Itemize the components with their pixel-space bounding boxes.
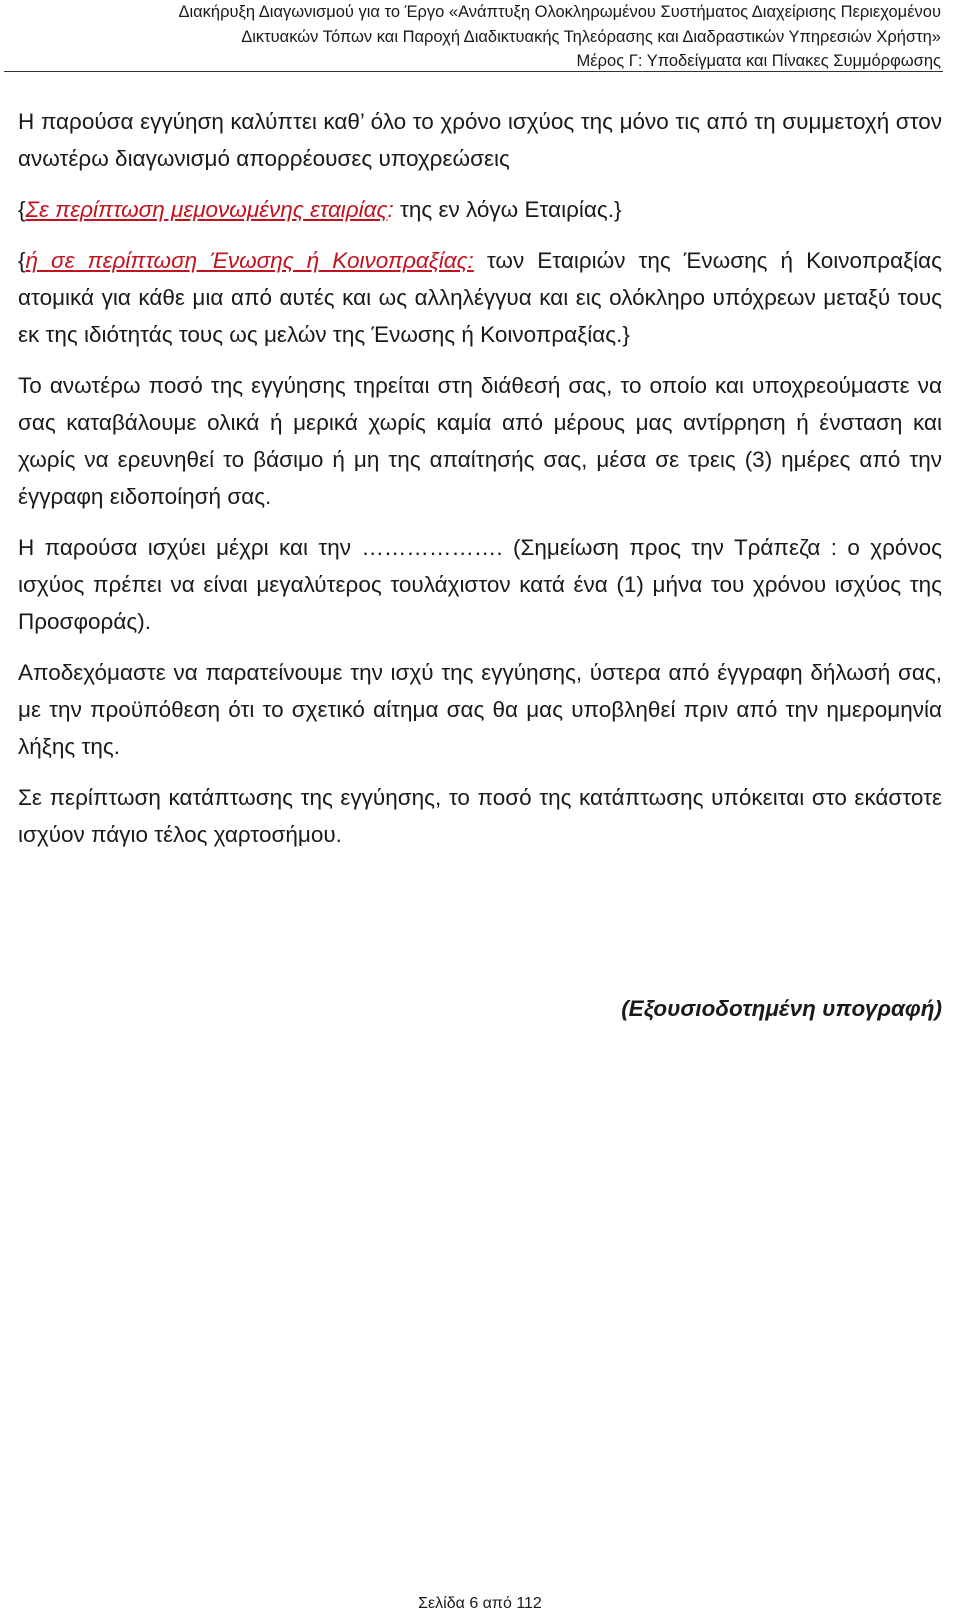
- page-number: Σελίδα 6 από 112: [418, 1595, 542, 1612]
- paragraph-coverage: Η παρούσα εγγύηση καλύπτει καθ’ όλο το χρόνο ισχύος της μόνο τις από τη συμμετοχή στον ανωτέρω διαγωνισμό απορρέουσες υποχρεώσεις: [18, 109, 942, 171]
- page-header: [4, 0, 943, 72]
- paragraph-forfeiture: Σε περίπτωση κατάπτωσης της εγγύησης, το ποσό της κατάπτωσης υπόκειται στο εκάστοτε ισχύον πάγιο τέλος χαρτοσήμου.: [18, 785, 942, 847]
- single-company-label: Σε περίπτωση μεμονωμένης εταιρίας: [25, 197, 388, 222]
- paragraph-single-company: [18, 191, 942, 228]
- header-line-2: Δικτυακών Τόπων και Παροχή Διαδικτυακής Τηλεόρασης και Διαδραστικών Υπηρεσιών Χρήστη»: [241, 27, 941, 46]
- authorized-signature: (Εξουσιοδοτημένη υπογραφή): [621, 996, 942, 1021]
- single-company-colon: :: [387, 197, 394, 222]
- consortium-label: ή σε περίπτωση Ένωσης ή Κοινοπραξίας:: [25, 248, 474, 273]
- header-line-1: Διακήρυξη Διαγωνισμού για το Έργο «Ανάπτυξη Ολοκληρωμένου Συστήματος Διαχείρισης Περιεχομένου: [178, 3, 941, 21]
- paragraph-consortium: [18, 242, 942, 353]
- paragraph-extension: Αποδεχόμαστε να παρατείνουμε την ισχύ της εγγύησης, ύστερα από έγγραφη δήλωσή σας, με την προϋπόθεση ότι το σχετικό αίτημα σας θα μας υποβληθεί πριν από την ημερομηνία λήξης της.: [18, 660, 942, 759]
- single-company-text: της εν λόγω Εταιρίας.}: [393, 197, 622, 222]
- brace-open: {: [18, 197, 26, 222]
- paragraph-amount: Το ανωτέρω ποσό της εγγύησης τηρείται στη διάθεσή σας, το οποίο και υποχρεούμαστε να σας καταβάλουμε ολικά ή μερικά χωρίς καμία από μέρους μας αντίρρηση ή ένσταση και χωρίς να ερευνηθεί το βάσιμο ή μη της απαίτησής σας, μέσα σε τρεις (3) ημέρες από την έγγραφη ειδοποίησή σας.: [18, 373, 942, 509]
- brace-open: {: [18, 248, 26, 273]
- consortium-text: των Εταιριών της Ένωσης ή Κοινοπραξίας ατομικά για κάθε μια από αυτές και ως αλληλέγγυα και εις ολόκληρο υπόχρεων μεταξύ τους εκ της ιδιότητάς τους ως μελών της Ένωσης ή Κοινοπραξίας.}: [18, 248, 943, 347]
- paragraph-validity: Η παρούσα ισχύει μέχρι και την ………………. (Σημείωση προς την Τράπεζα : ο χρόνος ισχύος πρέπει να είναι μεγαλύτερος τουλάχιστον κατά ένα (1) μήνα του χρόνου ισχύος της Προσφοράς).: [18, 535, 942, 634]
- header-line-3: Μέρος Γ: Υποδείγματα και Πίνακες Συμμόρφωσης: [576, 52, 941, 70]
- document-body: [18, 103, 942, 853]
